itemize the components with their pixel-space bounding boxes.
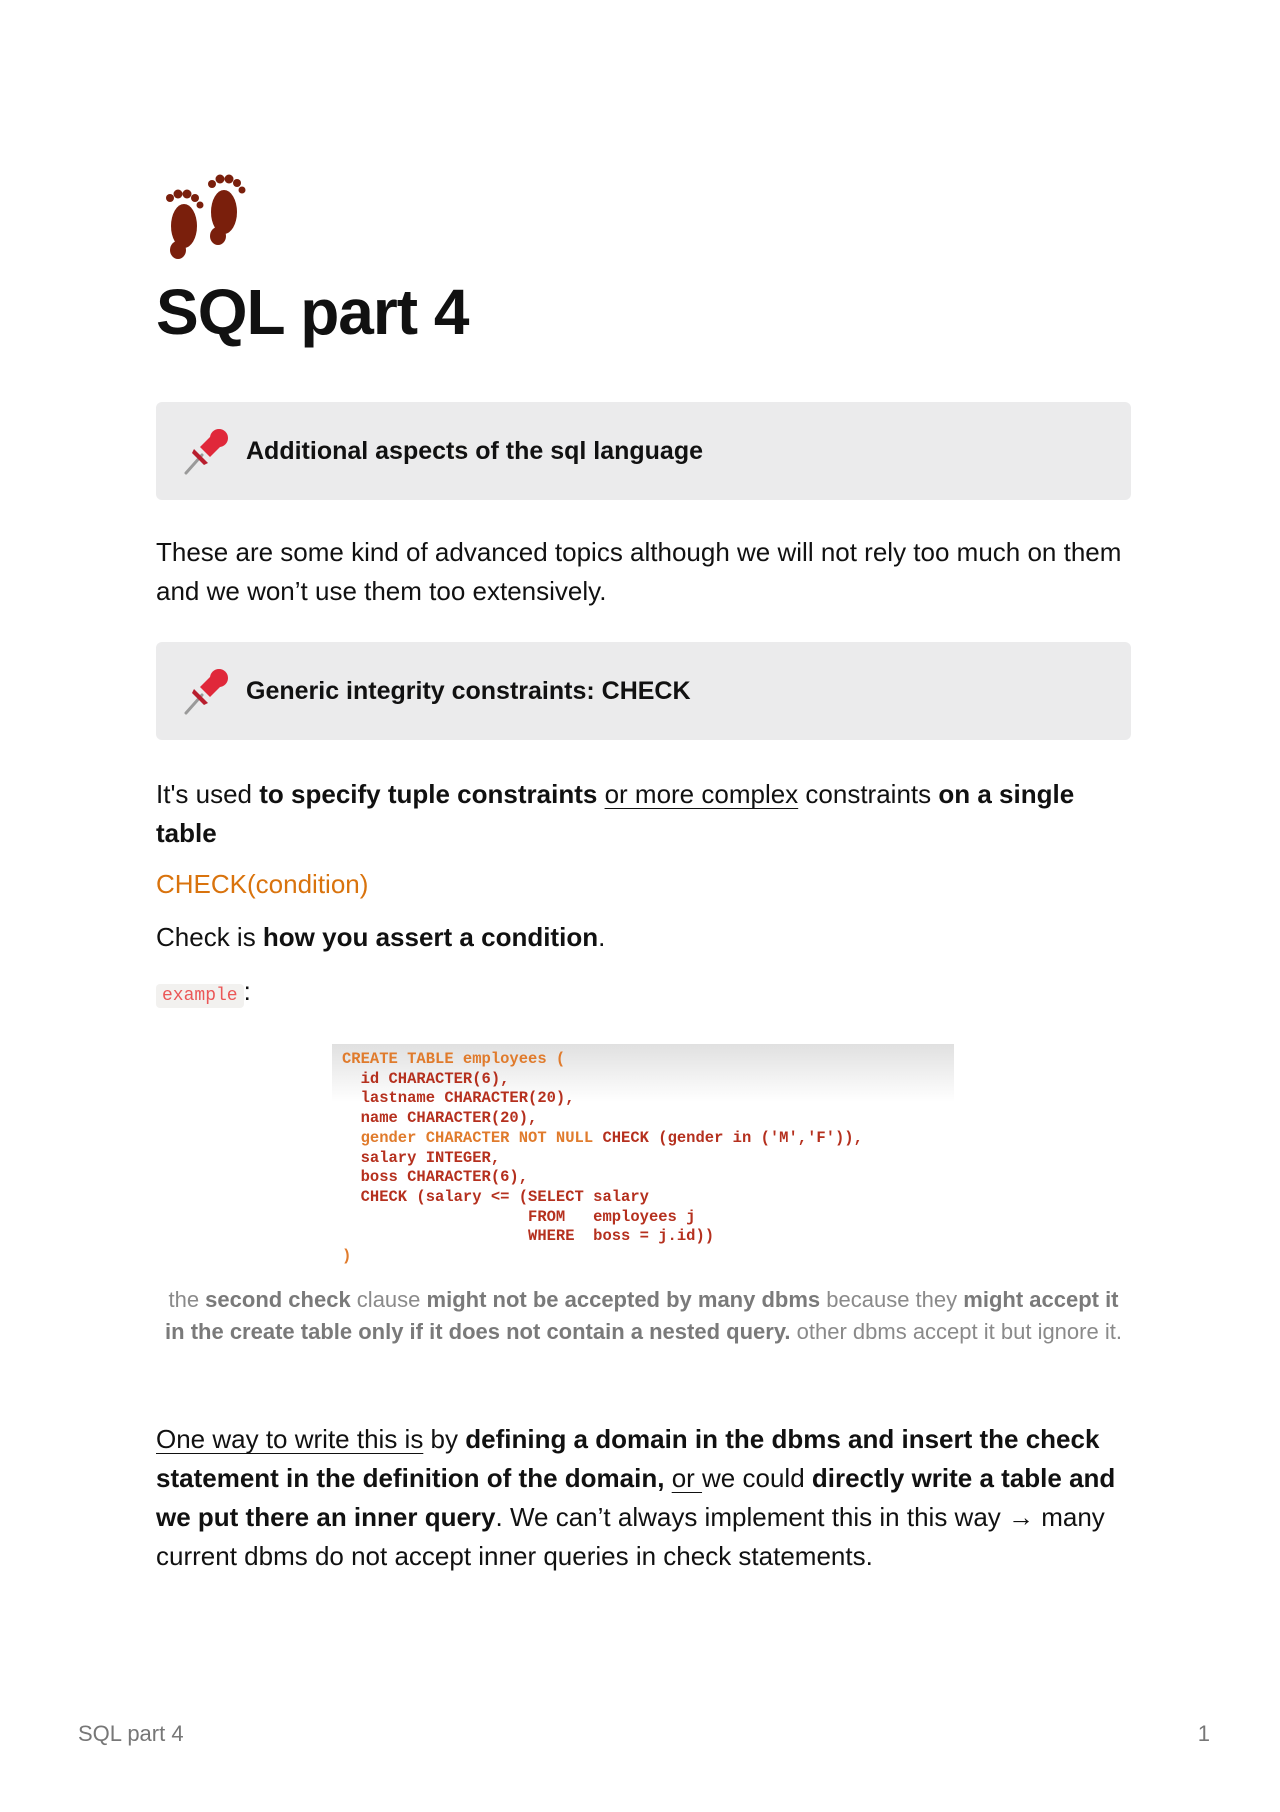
- underlined-text: or: [671, 1463, 703, 1493]
- code-line: name CHARACTER(20),: [342, 1109, 538, 1128]
- page-number: 1: [1197, 1721, 1210, 1746]
- bold-text: how you assert a condition: [262, 922, 599, 952]
- text-run: clause: [350, 1287, 427, 1312]
- code-block: [342, 1050, 863, 1267]
- text-run: other dbms accept it but ignore it.: [790, 1319, 1122, 1344]
- code-line: lastname CHARACTER(20),: [342, 1089, 575, 1108]
- bold-text: directly write a table and we put there an inner query: [156, 1463, 1116, 1532]
- code-screenshot: [332, 1044, 954, 1276]
- code-line: id CHARACTER(6),: [342, 1069, 510, 1088]
- page-title: SQL part 4: [156, 276, 469, 348]
- bold-text: on a single table: [156, 779, 1075, 848]
- check-assert-paragraph: [156, 918, 1131, 957]
- intro-paragraph: These are some kind of advanced topics although we will not rely too much on them and we won’t use them too extensively.: [156, 537, 1122, 606]
- callout-label: Generic integrity constraints: CHECK: [246, 676, 691, 705]
- code-line: gender CHARACTER NOT NULL: [342, 1128, 603, 1147]
- callout-additional-aspects: [156, 402, 1131, 500]
- bold-text: to specify tuple constraints: [259, 779, 598, 809]
- text-run: the: [168, 1287, 206, 1312]
- text-run: we could: [702, 1463, 812, 1493]
- code-line: CHECK (gender in ('M','F')),: [602, 1128, 863, 1147]
- check-syntax: CHECK(condition): [156, 869, 369, 899]
- code-line: ): [342, 1247, 352, 1266]
- footer-title: SQL part 4: [78, 1721, 184, 1746]
- code-line: CHECK (salary <= (SELECT salary: [342, 1187, 649, 1206]
- callout-check-constraints: [156, 642, 1131, 740]
- code-line: boss CHARACTER(6),: [342, 1168, 529, 1187]
- text-run: because they: [820, 1287, 964, 1312]
- text-run: Check is: [156, 922, 263, 952]
- example-label: [156, 972, 1131, 1016]
- code-caption: [156, 1284, 1131, 1348]
- text-run: It's used: [156, 779, 260, 809]
- text-run: :: [243, 976, 251, 1006]
- bold-text: second check: [205, 1287, 351, 1312]
- text-run: .: [598, 922, 606, 952]
- text-run: [597, 779, 604, 809]
- bold-text: might not be accepted by many dbms: [426, 1287, 821, 1312]
- code-line: salary INTEGER,: [342, 1148, 501, 1167]
- underlined-text: or more complex: [604, 779, 799, 809]
- check-definition-paragraph: [156, 775, 1131, 853]
- inline-code: example: [156, 984, 244, 1008]
- underlined-text: One way to write this is: [156, 1424, 424, 1454]
- callout-label: Additional aspects of the sql language: [246, 436, 704, 465]
- bold-text: defining a domain in the dbms and insert the check statement in the definition of the domain,: [156, 1424, 1100, 1493]
- text-run: constraints: [798, 779, 939, 809]
- pushpin-icon: [180, 665, 232, 717]
- text-run: by: [423, 1424, 466, 1454]
- text-run: [664, 1463, 671, 1493]
- pushpin-icon: [180, 425, 232, 477]
- code-line: FROM employees j: [342, 1207, 696, 1226]
- code-line: WHERE boss = j.id)): [342, 1227, 715, 1246]
- closing-paragraph: [156, 1420, 1131, 1576]
- bold-text: might accept it in the create table only if it does not contain a nested query.: [165, 1287, 1119, 1344]
- footprints-icon: [156, 168, 252, 264]
- code-line: CREATE TABLE employees (: [342, 1050, 566, 1068]
- text-run: . We can’t always implement this in this way → many current dbms do not accept inner queries in check statements.: [156, 1502, 1105, 1571]
